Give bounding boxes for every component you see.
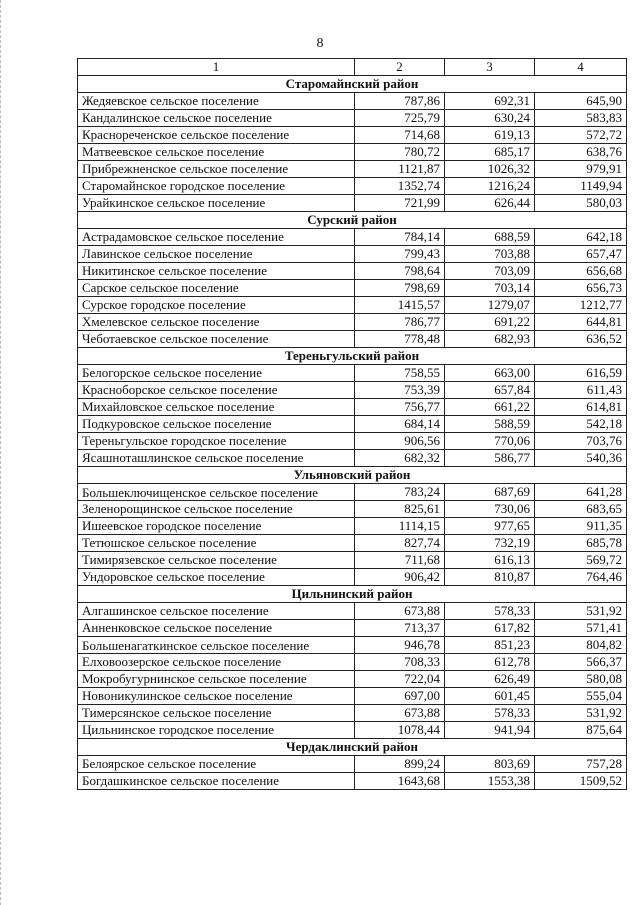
value-cell: 711,68 [355, 552, 445, 569]
settlement-name: Сурское городское поселение [78, 297, 355, 314]
value-cell: 571,41 [535, 620, 627, 637]
table-row [78, 246, 627, 263]
value-cell: 644,81 [535, 314, 627, 331]
settlement-name: Ундоровское сельское поселение [78, 569, 355, 586]
settlement-name: Старомайнское городское поселение [78, 178, 355, 195]
value-cell: 1216,24 [445, 178, 535, 195]
value-cell: 722,04 [355, 671, 445, 688]
value-cell: 673,88 [355, 603, 445, 620]
value-cell: 977,65 [445, 518, 535, 535]
value-cell: 616,59 [535, 365, 627, 382]
value-cell: 703,88 [445, 246, 535, 263]
settlement-name: Зеленорощинское сельское поселение [78, 501, 355, 518]
value-cell: 780,72 [355, 144, 445, 161]
table-row [78, 229, 627, 246]
value-cell: 657,84 [445, 382, 535, 399]
settlement-name: Анненковское сельское поселение [78, 620, 355, 637]
table-row [78, 178, 627, 195]
settlement-name: Лавинское сельское поселение [78, 246, 355, 263]
value-cell: 578,33 [445, 705, 535, 722]
table-row [78, 773, 627, 790]
table-row [78, 569, 627, 586]
settlement-name: Тимирязевское сельское поселение [78, 552, 355, 569]
value-cell: 641,28 [535, 484, 627, 501]
table-row [78, 535, 627, 552]
value-cell: 941,94 [445, 722, 535, 739]
value-cell: 1078,44 [355, 722, 445, 739]
value-cell: 617,82 [445, 620, 535, 637]
settlement-name: Мокробугурнинское сельское поселение [78, 671, 355, 688]
district-header-row [78, 76, 627, 93]
value-cell: 1114,15 [355, 518, 445, 535]
value-cell: 697,00 [355, 688, 445, 705]
value-cell: 703,76 [535, 433, 627, 450]
value-cell: 730,06 [445, 501, 535, 518]
district-name: Тереньгульский район [78, 348, 627, 365]
value-cell: 691,22 [445, 314, 535, 331]
value-cell: 555,04 [535, 688, 627, 705]
value-cell: 645,90 [535, 93, 627, 110]
table-row [78, 637, 627, 654]
value-cell: 799,43 [355, 246, 445, 263]
value-cell: 619,13 [445, 127, 535, 144]
value-cell: 825,61 [355, 501, 445, 518]
table-row [78, 127, 627, 144]
value-cell: 626,49 [445, 671, 535, 688]
column-header: 4 [535, 59, 627, 76]
value-cell: 685,17 [445, 144, 535, 161]
value-cell: 569,72 [535, 552, 627, 569]
value-cell: 663,00 [445, 365, 535, 382]
value-cell: 1026,32 [445, 161, 535, 178]
value-cell: 1553,38 [445, 773, 535, 790]
value-cell: 566,37 [535, 654, 627, 671]
settlement-name: Кандалинское сельское поселение [78, 110, 355, 127]
value-cell: 708,33 [355, 654, 445, 671]
table-row [78, 433, 627, 450]
table-row [78, 603, 627, 620]
table-row [78, 688, 627, 705]
table-row [78, 671, 627, 688]
table-row [78, 416, 627, 433]
value-cell: 656,68 [535, 263, 627, 280]
table-row [78, 722, 627, 739]
district-header-row [78, 739, 627, 756]
value-cell: 899,24 [355, 756, 445, 773]
column-header: 3 [445, 59, 535, 76]
table-body [78, 76, 627, 790]
table-row [78, 297, 627, 314]
value-cell: 732,19 [445, 535, 535, 552]
table-row [78, 195, 627, 212]
table-row [78, 501, 627, 518]
value-cell: 1212,77 [535, 297, 627, 314]
value-cell: 786,77 [355, 314, 445, 331]
value-cell: 588,59 [445, 416, 535, 433]
value-cell: 1279,07 [445, 297, 535, 314]
value-cell: 756,77 [355, 399, 445, 416]
table-row [78, 518, 627, 535]
value-cell: 757,28 [535, 756, 627, 773]
value-cell: 906,56 [355, 433, 445, 450]
value-cell: 784,14 [355, 229, 445, 246]
settlement-name: Астрадамовское сельское поселение [78, 229, 355, 246]
value-cell: 798,64 [355, 263, 445, 280]
value-cell: 540,36 [535, 450, 627, 467]
settlement-name: Красноборское сельское поселение [78, 382, 355, 399]
settlement-name: Краснореченское сельское поселение [78, 127, 355, 144]
settlement-name: Елховоозерское сельское поселение [78, 654, 355, 671]
table-row [78, 450, 627, 467]
settlement-name: Алгашинское сельское поселение [78, 603, 355, 620]
value-cell: 612,78 [445, 654, 535, 671]
district-name: Сурский район [78, 212, 627, 229]
value-cell: 1415,57 [355, 297, 445, 314]
value-cell: 580,08 [535, 671, 627, 688]
value-cell: 1149,94 [535, 178, 627, 195]
district-name: Цильнинский район [78, 586, 627, 603]
value-cell: 601,45 [445, 688, 535, 705]
value-cell: 685,78 [535, 535, 627, 552]
value-cell: 614,81 [535, 399, 627, 416]
value-cell: 542,18 [535, 416, 627, 433]
settlement-name: Богдашкинское сельское поселение [78, 773, 355, 790]
header-row [78, 59, 627, 76]
value-cell: 683,65 [535, 501, 627, 518]
table-row [78, 93, 627, 110]
settlement-name: Тетюшское сельское поселение [78, 535, 355, 552]
settlement-name: Большеключищенское сельское поселение [78, 484, 355, 501]
value-cell: 946,78 [355, 637, 445, 654]
value-cell: 783,24 [355, 484, 445, 501]
value-cell: 687,69 [445, 484, 535, 501]
value-cell: 758,55 [355, 365, 445, 382]
table-row [78, 161, 627, 178]
value-cell: 787,86 [355, 93, 445, 110]
value-cell: 714,68 [355, 127, 445, 144]
value-cell: 1352,74 [355, 178, 445, 195]
table-row [78, 110, 627, 127]
value-cell: 979,91 [535, 161, 627, 178]
settlement-name: Ишеевское городское поселение [78, 518, 355, 535]
value-cell: 1121,87 [355, 161, 445, 178]
settlement-name: Матвеевское сельское поселение [78, 144, 355, 161]
district-header-row [78, 467, 627, 484]
settlement-name: Хмелевское сельское поселение [78, 314, 355, 331]
value-cell: 636,52 [535, 331, 627, 348]
settlement-name: Тереньгульское городское поселение [78, 433, 355, 450]
value-cell: 911,35 [535, 518, 627, 535]
settlement-name: Сарское сельское поселение [78, 280, 355, 297]
value-cell: 688,59 [445, 229, 535, 246]
value-cell: 851,23 [445, 637, 535, 654]
settlement-name: Большенагаткинское сельское поселение [78, 637, 355, 654]
value-cell: 810,87 [445, 569, 535, 586]
value-cell: 692,31 [445, 93, 535, 110]
value-cell: 703,09 [445, 263, 535, 280]
value-cell: 713,37 [355, 620, 445, 637]
value-cell: 1509,52 [535, 773, 627, 790]
value-cell: 531,92 [535, 603, 627, 620]
settlement-name: Чеботаевское сельское поселение [78, 331, 355, 348]
settlement-name: Тимерсянское сельское поселение [78, 705, 355, 722]
tariff-table [77, 58, 627, 790]
scan-edge [0, 0, 7, 905]
value-cell: 770,06 [445, 433, 535, 450]
district-name: Ульяновский район [78, 467, 627, 484]
value-cell: 906,42 [355, 569, 445, 586]
value-cell: 778,48 [355, 331, 445, 348]
value-cell: 657,47 [535, 246, 627, 263]
page-number: 8 [316, 36, 324, 51]
table-row [78, 552, 627, 569]
value-cell: 578,33 [445, 603, 535, 620]
settlement-name: Урайкинское сельское поселение [78, 195, 355, 212]
value-cell: 572,72 [535, 127, 627, 144]
settlement-name: Подкуровское сельское поселение [78, 416, 355, 433]
settlement-name: Прибрежненское сельское поселение [78, 161, 355, 178]
district-name: Старомайнский район [78, 76, 627, 93]
value-cell: 725,79 [355, 110, 445, 127]
value-cell: 661,22 [445, 399, 535, 416]
value-cell: 673,88 [355, 705, 445, 722]
value-cell: 586,77 [445, 450, 535, 467]
table-row [78, 263, 627, 280]
value-cell: 531,92 [535, 705, 627, 722]
column-header: 2 [355, 59, 445, 76]
settlement-name: Жедяевское сельское поселение [78, 93, 355, 110]
value-cell: 721,99 [355, 195, 445, 212]
value-cell: 626,44 [445, 195, 535, 212]
settlement-name: Цильнинское городское поселение [78, 722, 355, 739]
table-row [78, 620, 627, 637]
value-cell: 764,46 [535, 569, 627, 586]
settlement-name: Ясашноташлинское сельское поселение [78, 450, 355, 467]
value-cell: 583,83 [535, 110, 627, 127]
settlement-name: Новоникулинское сельское поселение [78, 688, 355, 705]
value-cell: 630,24 [445, 110, 535, 127]
column-header: 1 [78, 59, 355, 76]
settlement-name: Михайловское сельское поселение [78, 399, 355, 416]
value-cell: 703,14 [445, 280, 535, 297]
value-cell: 682,32 [355, 450, 445, 467]
table-row [78, 314, 627, 331]
value-cell: 803,69 [445, 756, 535, 773]
value-cell: 682,93 [445, 331, 535, 348]
table-row [78, 756, 627, 773]
value-cell: 611,43 [535, 382, 627, 399]
value-cell: 638,76 [535, 144, 627, 161]
value-cell: 616,13 [445, 552, 535, 569]
settlement-name: Никитинское сельское поселение [78, 263, 355, 280]
table-row [78, 280, 627, 297]
table-row [78, 484, 627, 501]
value-cell: 875,64 [535, 722, 627, 739]
value-cell: 804,82 [535, 637, 627, 654]
table-row [78, 399, 627, 416]
settlement-name: Белогорское сельское поселение [78, 365, 355, 382]
district-header-row [78, 348, 627, 365]
value-cell: 753,39 [355, 382, 445, 399]
table-row [78, 144, 627, 161]
value-cell: 642,18 [535, 229, 627, 246]
value-cell: 1643,68 [355, 773, 445, 790]
table-row [78, 654, 627, 671]
table-row [78, 705, 627, 722]
district-name: Чердаклинский район [78, 739, 627, 756]
value-cell: 580,03 [535, 195, 627, 212]
value-cell: 827,74 [355, 535, 445, 552]
table-row [78, 382, 627, 399]
table-row [78, 331, 627, 348]
value-cell: 684,14 [355, 416, 445, 433]
value-cell: 656,73 [535, 280, 627, 297]
district-header-row [78, 586, 627, 603]
district-header-row [78, 212, 627, 229]
value-cell: 798,69 [355, 280, 445, 297]
table-row [78, 365, 627, 382]
settlement-name: Белоярское сельское поселение [78, 756, 355, 773]
